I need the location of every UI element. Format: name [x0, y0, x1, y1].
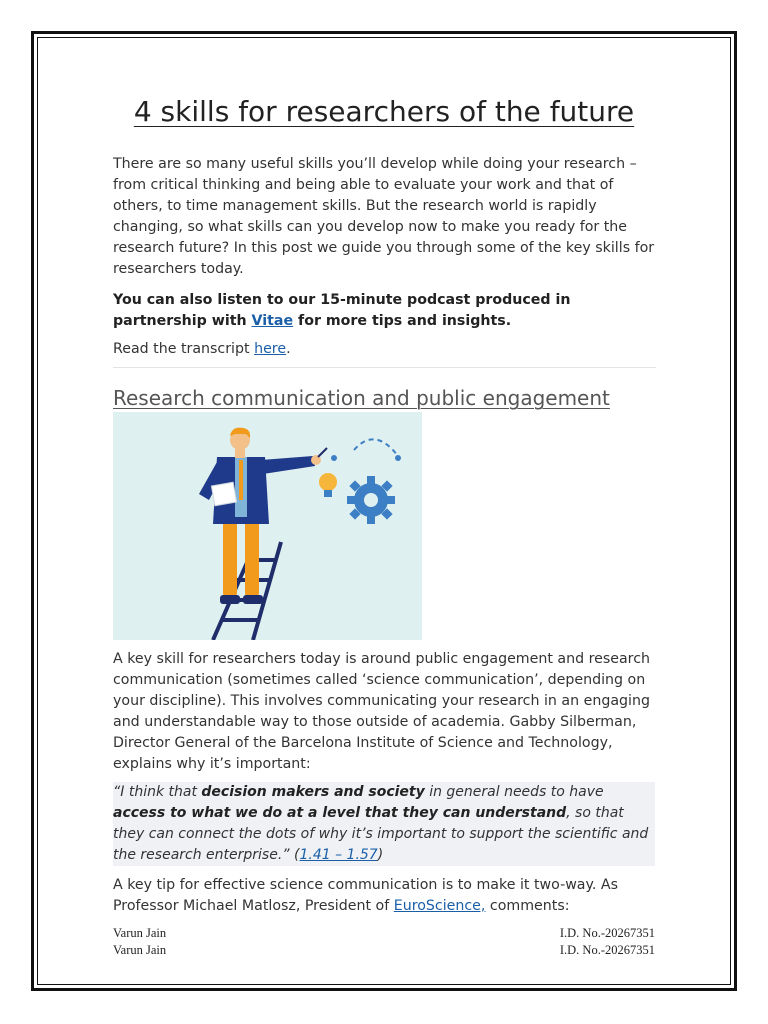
podcast-paragraph	[113, 290, 658, 332]
podcast-text-after: for more tips and insights.	[293, 313, 512, 329]
researcher-on-ladder-illustration	[113, 412, 422, 640]
transcript-link[interactable]: here	[254, 341, 287, 357]
body-2-text-before: A key tip for effective science communication is to make it two-way. As Professor Michael Matlosz, President of	[113, 877, 618, 914]
divider	[113, 367, 656, 368]
euroscience-link[interactable]: EuroScience,	[393, 898, 486, 914]
footer-name: Varun Jain	[113, 943, 167, 957]
timestamp-link[interactable]: 1.41 – 1.57	[299, 847, 378, 863]
footer-row	[113, 943, 655, 958]
footer-id: I.D. No.-20267351	[559, 926, 655, 940]
quote-text-3: , so that they can connect the dots of why it’s important to support the scientific and the research enterprise.” (	[113, 805, 649, 863]
tie	[239, 460, 243, 500]
footer-row	[113, 926, 655, 941]
gear-icon	[347, 476, 395, 524]
vitae-link[interactable]: Vitae	[251, 313, 294, 329]
transcript-text-after: .	[286, 341, 291, 357]
footer-id: I.D. No.-20267351	[559, 943, 655, 957]
quote-block	[113, 782, 655, 866]
quote-text-1: “I think that	[113, 784, 202, 800]
quote-text-2: in general needs to have	[424, 784, 604, 800]
dot-end	[395, 455, 401, 461]
section-heading[interactable]: Research communication and public engagement	[113, 386, 610, 410]
illustration-background	[113, 412, 422, 640]
body-paragraph-2	[113, 875, 658, 917]
quote-bold-1: decision makers and society	[201, 784, 425, 800]
dot	[331, 455, 337, 461]
body-paragraph-1: A key skill for researchers today is around public engagement and research communication (sometimes called ‘science communication’, depending on your discipline). This involves communicating your research in an engaging and understandable way to those outside of academia. Gabby Silberman, Director General of the Barcelona Institute of Science and Technology, explains why it’s important:	[113, 651, 650, 772]
transcript-paragraph	[113, 339, 658, 360]
paper	[211, 482, 236, 506]
quote-bold-2: access to what we do at a level that they can understand	[113, 805, 567, 821]
body-2-text-after: comments:	[485, 898, 570, 914]
quote-text-4: )	[377, 847, 384, 863]
footer-name: Varun Jain	[113, 926, 167, 940]
podcast-text-before: You can also listen to our 15-minute podcast produced in partnership with	[113, 292, 571, 329]
page-title: 4 skills for researchers of the future	[133, 95, 635, 128]
intro-paragraph: There are so many useful skills you’ll develop while doing your research – from critical thinking and being able to evaluate your work and that of others, to time management skills. But the research world is rapidly changing, so what skills can you develop now to make you ready for the research future? In this post we guide you through some of the key skills for researchers today.	[113, 156, 655, 277]
transcript-text-before: Read the transcript	[113, 341, 255, 357]
